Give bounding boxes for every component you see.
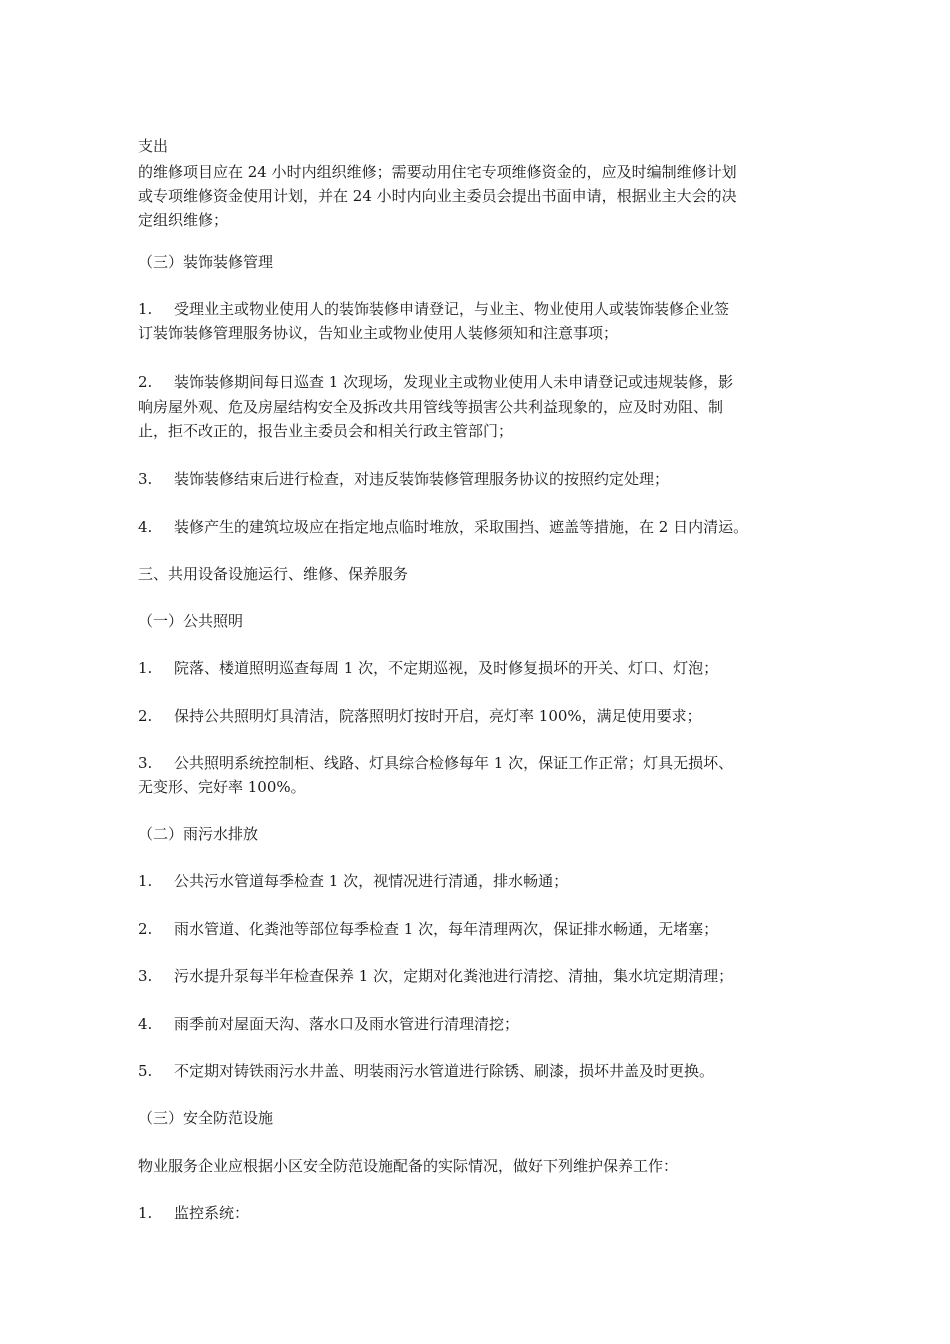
list-text: 雨季前对屋面天沟、落水口及雨水管进行清理清挖； (174, 1015, 520, 1033)
list-text: 装饰装修结束后进行检查，对违反装饰装修管理服务协议的按照约定处理； (174, 470, 670, 488)
list-text: 污水提升泵每半年检查保养 1 次，定期对化粪池进行清挖、清抽，集水坑定期清理； (174, 967, 734, 985)
section-heading: （三）安全防范设施 (138, 1109, 274, 1127)
list-text: 响房屋外观、危及房屋结构安全及拆改共用管线等损害公共利益现象的，应及时劝阻、制 (138, 398, 724, 416)
list-item-continuation: 无变形、完好率 100%。 (138, 778, 306, 796)
list-number: 1. (138, 1204, 153, 1222)
list-text: 雨水管道、化粪池等部位每季检查 1 次，每年清理两次，保证排水畅通，无堵塞； (174, 920, 719, 938)
list-number: 2. (138, 920, 153, 938)
list-number: 3. (138, 754, 153, 772)
list-text: 公共照明系统控制柜、线路、灯具综合检修每年 1 次，保证工作正常；灯具无损坏、 (174, 754, 734, 772)
section-heading: （三）装饰装修管理 (138, 253, 274, 271)
list-number: 4. (138, 1015, 153, 1033)
list-text: 受理业主或物业使用人的装饰装修申请登记，与业主、物业使用人或装饰装修企业签 (174, 300, 730, 318)
list-text: 监控系统： (174, 1204, 250, 1222)
list-text: 订装饰装修管理服务协议，告知业主或物业使用人装修须知和注意事项； (138, 324, 619, 342)
section-heading: （一）公共照明 (138, 612, 244, 630)
paragraph-fragment: 支出 (138, 137, 169, 155)
list-number: 2. (138, 373, 153, 391)
paragraph-line: 或专项维修资金使用计划，并在 24 小时内向业主委员会提出书面申请，根据业主大会的决 (138, 187, 737, 205)
list-text: 院落、楼道照明巡查每周 1 次，不定期巡视，及时修复损坏的开关、灯口、灯泡； (174, 659, 719, 677)
paragraph-line: 物业服务企业应根据小区安全防范设施配备的实际情况，做好下列维护保养工作： (138, 1157, 679, 1175)
list-text: 保持公共照明灯具清洁，院落照明灯按时开启，亮灯率 100%，满足使用要求； (174, 707, 702, 725)
paragraph-line: 的维修项目应在 24 小时内组织维修；需要动用住宅专项维修资金的，应及时编制维修计划 (138, 163, 737, 181)
list-number: 1. (138, 659, 153, 677)
list-number: 4. (138, 518, 153, 536)
list-number: 3. (138, 470, 153, 488)
section-heading: （二）雨污水排放 (138, 825, 259, 843)
list-number: 2. (138, 707, 153, 725)
list-number: 5. (138, 1062, 153, 1080)
list-text: 公共污水管道每季检查 1 次，视情况进行清通，排水畅通； (174, 872, 569, 890)
list-text: 止，拒不改正的，报告业主委员会和相关行政主管部门； (138, 422, 514, 440)
list-number: 1. (138, 872, 153, 890)
list-number: 3. (138, 967, 153, 985)
list-text: 不定期对铸铁雨污水井盖、明装雨污水管道进行除锈、刷漆，损坏井盖及时更换。 (174, 1062, 715, 1080)
list-number: 1. (138, 300, 153, 318)
list-text: 装修产生的建筑垃圾应在指定地点临时堆放，采取围挡、遮盖等措施，在 2 日内清运。 (174, 518, 749, 536)
paragraph-line: 定组织维修； (138, 211, 229, 229)
list-text: 装饰装修期间每日巡查 1 次现场，发现业主或物业使用人未申请登记或违规装修，影 (174, 373, 734, 391)
section-heading: 三、共用设备设施运行、维修、保养服务 (138, 565, 409, 583)
